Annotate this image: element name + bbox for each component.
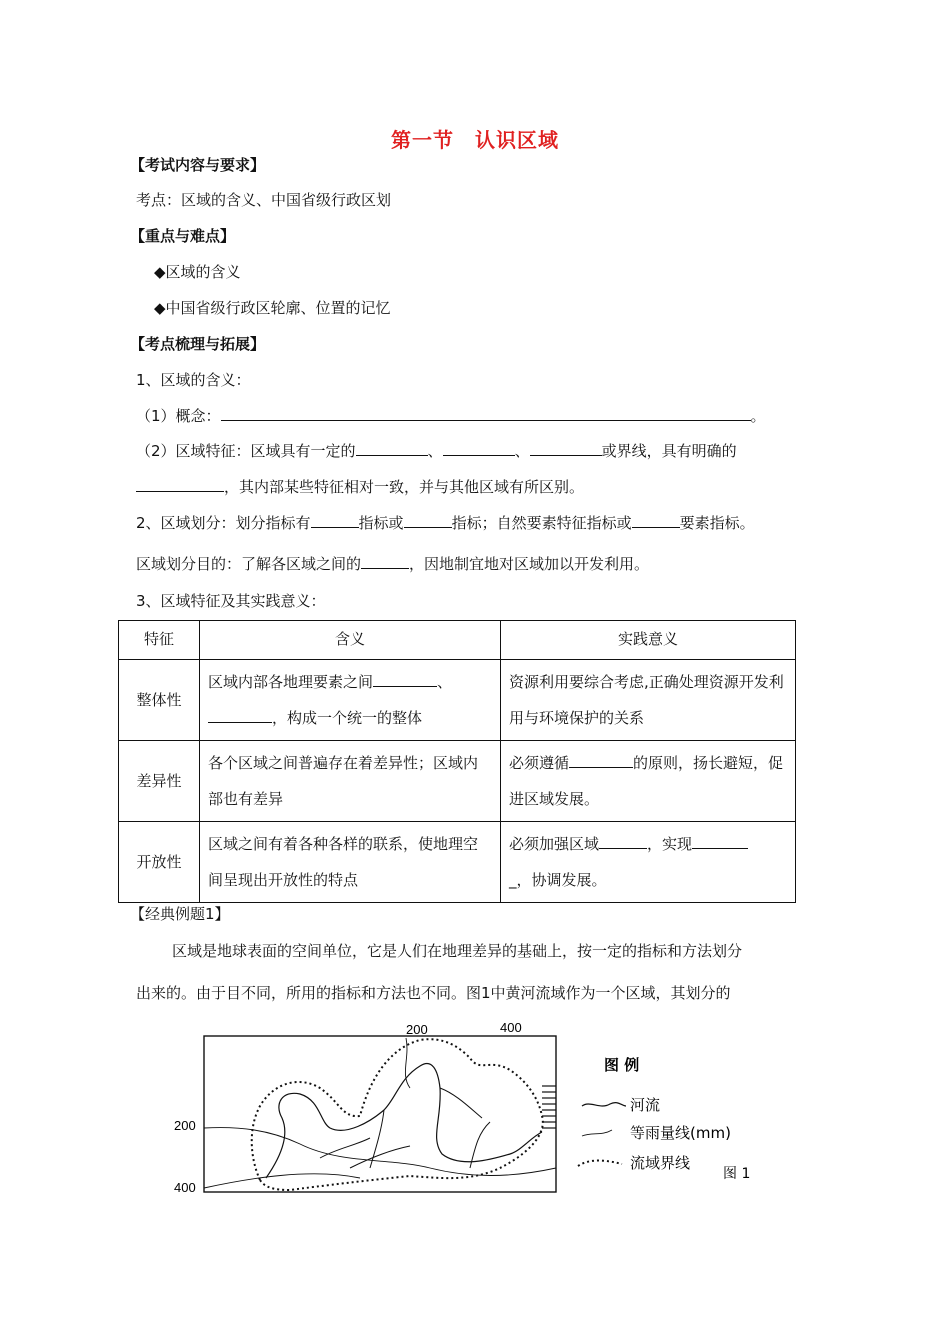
label-left-400: 400 (174, 1180, 196, 1195)
blank-integrity-1[interactable] (373, 671, 437, 687)
legend-boundary: 流域界线 (630, 1154, 691, 1172)
feature-meaning: 各个区域之间普遍存在着差异性；区域内部也有差异 (200, 741, 501, 822)
q2-text-d: 要素指标。 (679, 514, 755, 532)
isohyet-200-line (204, 1128, 556, 1176)
legend-boundary-icon (578, 1161, 622, 1167)
blank-integrity-2[interactable] (208, 707, 272, 723)
blank-index-1[interactable] (311, 512, 359, 528)
practice-text-a: 必须加强区域 (509, 835, 600, 853)
table-header-row (119, 621, 796, 660)
blank-index-2[interactable] (404, 512, 452, 528)
legend-isohyet-icon (582, 1130, 612, 1136)
blank-feature-3[interactable] (530, 440, 602, 456)
exam-points: 考点：区域的含义、中国省级行政区划 (136, 191, 392, 209)
isohyet-400-line (204, 1038, 410, 1188)
basin-map-figure (170, 1018, 770, 1198)
feature-meaning (200, 660, 501, 741)
feature-name: 差异性 (119, 741, 200, 822)
question-2 (136, 512, 755, 533)
q2-text-a: 2、区域划分：划分指标有 (136, 514, 311, 532)
blank-purpose[interactable] (361, 553, 409, 569)
q1-2-sep-2: 、 (514, 442, 530, 460)
blank-feature-4[interactable] (136, 476, 224, 492)
figure-caption: 图 1 (723, 1166, 751, 1182)
question-2-purpose (136, 553, 649, 574)
blank-index-3[interactable] (632, 512, 680, 528)
q2-text-b: 指标或 (358, 514, 404, 532)
question-1: 1、区域的含义： (136, 371, 251, 389)
tributary-lines (320, 1088, 490, 1168)
coast-hatch (542, 1086, 556, 1128)
table-row (119, 741, 796, 822)
feature-meaning: 区域之间有着各种各样的联系，使地理空间呈现出开放性的特点 (200, 822, 501, 903)
blank-feature-2[interactable] (443, 440, 515, 456)
label-left-200: 200 (174, 1118, 196, 1133)
feature-name: 开放性 (119, 822, 200, 903)
practice-text-a: 必须遵循 (509, 754, 570, 772)
feature-practice (501, 741, 796, 822)
key-header: 【重点与难点】 (130, 227, 236, 245)
blank-concept[interactable] (221, 405, 751, 421)
example-para-line-1: 区域是地球表面的空间单位，它是人们在地理差异的基础上，按一定的指标和方法划分 (172, 942, 743, 960)
practice-text-b: 的原则，扬长避短，促进区域发展。 (509, 754, 784, 808)
q2-purpose-b: ，因地制宜地对区域加以开发利用。 (409, 555, 650, 573)
q1-1-prefix: （1）概念： (136, 407, 221, 425)
legend-isohyet: 等雨量线(mm) (630, 1124, 731, 1142)
header-feature: 特征 (119, 621, 200, 660)
example-header: 【经典例题1】 (130, 905, 230, 923)
q1-2-text-c: ，其内部某些特征相对一致，并与其他区域有所区别。 (224, 478, 585, 496)
meaning-text-b: 、 (437, 673, 453, 691)
label-top-200: 200 (406, 1022, 428, 1037)
legend-title: 图 例 (604, 1056, 640, 1074)
example-para-line-2: 出来的。由于目不同，所用的指标和方法也不同。图1中黄河流域作为一个区域，其划分的 (136, 984, 731, 1002)
page-title: 第一节 认识区域 (391, 128, 559, 152)
meaning-text-c: ，构成一个统一的整体 (272, 709, 423, 727)
question-3: 3、区域特征及其实践意义： (136, 592, 326, 610)
header-meaning: 含义 (200, 621, 501, 660)
q1-2-text-b: 或界线，具有明确的 (601, 442, 737, 460)
feature-practice (501, 822, 796, 903)
review-header: 【考点梳理与拓展】 (130, 335, 266, 353)
basin-map (170, 1018, 770, 1198)
feature-table (118, 620, 796, 903)
feature-name: 整体性 (119, 660, 200, 741)
table-row (119, 660, 796, 741)
practice-text-c: _，协调发展。 (509, 871, 607, 889)
q1-2-text-a: （2）区域特征：区域具有一定的 (136, 442, 356, 460)
blank-feature-1[interactable] (356, 440, 428, 456)
exam-header: 【考试内容与要求】 (130, 156, 266, 174)
main-river-line (266, 1063, 542, 1178)
legend-river-icon (582, 1103, 626, 1106)
feature-practice: 资源利用要综合考虑,正确处理资源开发利用与环境保护的关系 (501, 660, 796, 741)
q1-1-suffix: 。 (750, 407, 766, 425)
blank-openness-1[interactable] (599, 833, 647, 849)
question-1-2 (136, 440, 737, 461)
question-1-1 (136, 405, 766, 426)
basin-boundary-line (252, 1039, 543, 1190)
q2-purpose-a: 区域划分目的：了解各区域之间的 (136, 555, 362, 573)
header-practice: 实践意义 (501, 621, 796, 660)
legend-river: 河流 (630, 1096, 661, 1114)
blank-difference[interactable] (569, 752, 633, 768)
question-1-2-cont (136, 476, 584, 497)
table-row (119, 822, 796, 903)
meaning-text-a: 区域内部各地理要素之间 (208, 673, 374, 691)
q1-2-sep-1: 、 (427, 442, 443, 460)
key-item-1: ◆区域的含义 (154, 263, 241, 281)
q2-text-c: 指标；自然要素特征指标或 (451, 514, 632, 532)
blank-openness-2[interactable] (692, 833, 748, 849)
label-top-400: 400 (500, 1020, 522, 1035)
key-item-2: ◆中国省级行政区轮廓、位置的记忆 (154, 299, 391, 317)
practice-text-b: ，实现 (647, 835, 693, 853)
